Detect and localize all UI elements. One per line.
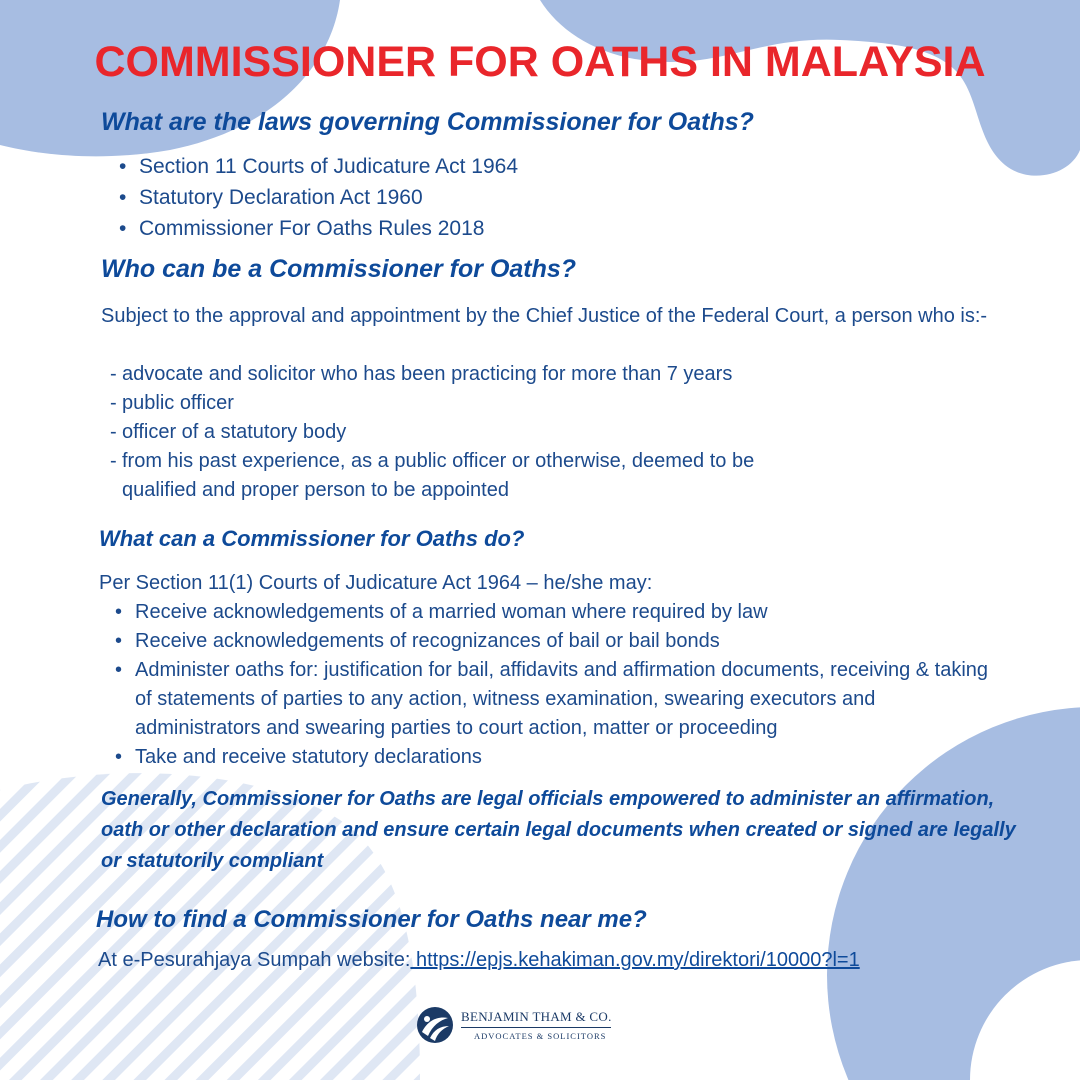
firm-logo-icon <box>416 1006 454 1044</box>
who-item: - from his past experience, as a public officer or otherwise, deemed to be <box>110 450 755 472</box>
list-item: • Receive acknowledgements of recognizances of bail or bail bonds <box>135 627 995 656</box>
bullet-icon: • <box>115 746 123 768</box>
bullet-icon: • <box>119 186 127 209</box>
laws-list <box>119 151 519 244</box>
who-item: - public officer <box>110 392 234 414</box>
bullet-icon: • <box>119 155 127 178</box>
bullet-icon: • <box>115 630 123 652</box>
list-item: • Statutory Declaration Act 1960 <box>139 182 518 213</box>
summary-note: Generally, Commissioner for Oaths are legal officials empowered to administer an affirmation, oath or other declaration and ensure certain legal documents when created or signed are legally or statutorily compliant <box>101 788 1016 872</box>
find-prefix: At e-Pesurahjaya Sumpah website: <box>98 949 411 971</box>
what-list <box>115 598 995 772</box>
list-item: • Take and receive statutory declarations <box>135 743 995 772</box>
firm-logo <box>416 1004 616 1048</box>
who-item: - officer of a statutory body <box>110 421 347 443</box>
bullet-icon: • <box>115 659 123 681</box>
find-heading: How to find a Commissioner for Oaths near me? <box>96 906 647 933</box>
directory-link[interactable]: https://epjs.kehakiman.gov.my/direktori/10000?l=1 <box>410 949 860 971</box>
firm-tagline: ADVOCATES & SOLICITORS <box>474 1031 607 1041</box>
logo-divider <box>461 1027 611 1028</box>
bullet-icon: • <box>115 601 123 623</box>
who-heading: Who can be a Commissioner for Oaths? <box>101 255 577 283</box>
find-line <box>98 946 860 974</box>
who-item-continuation: qualified and proper person to be appointed <box>122 479 509 501</box>
who-item: - advocate and solicitor who has been practicing for more than 7 years <box>110 363 733 385</box>
list-item: • Receive acknowledgements of a married woman where required by law <box>135 598 995 627</box>
bullet-icon: • <box>119 217 127 240</box>
list-item: • Administer oaths for: justification for bail, affidavits and affirmation documents, receiving & taking of statements of parties to any action, witness examination, swearing executors and administrators and swearing parties to court action, matter or proceeding <box>135 656 995 743</box>
laws-heading: What are the laws governing Commissioner for Oaths? <box>101 108 754 136</box>
list-item: • Commissioner For Oaths Rules 2018 <box>139 213 518 244</box>
list-item: • Section 11 Courts of Judicature Act 1964 <box>139 151 518 182</box>
who-intro: Subject to the approval and appointment by the Chief Justice of the Federal Court, a person who is:- <box>101 305 988 327</box>
page-title: COMMISSIONER FOR OATHS IN MALAYSIA <box>94 38 986 86</box>
what-heading: What can a Commissioner for Oaths do? <box>99 526 525 551</box>
what-intro: Per Section 11(1) Courts of Judicature Act 1964 – he/she may: <box>99 572 653 594</box>
firm-name: BENJAMIN THAM & CO. <box>461 1009 612 1024</box>
